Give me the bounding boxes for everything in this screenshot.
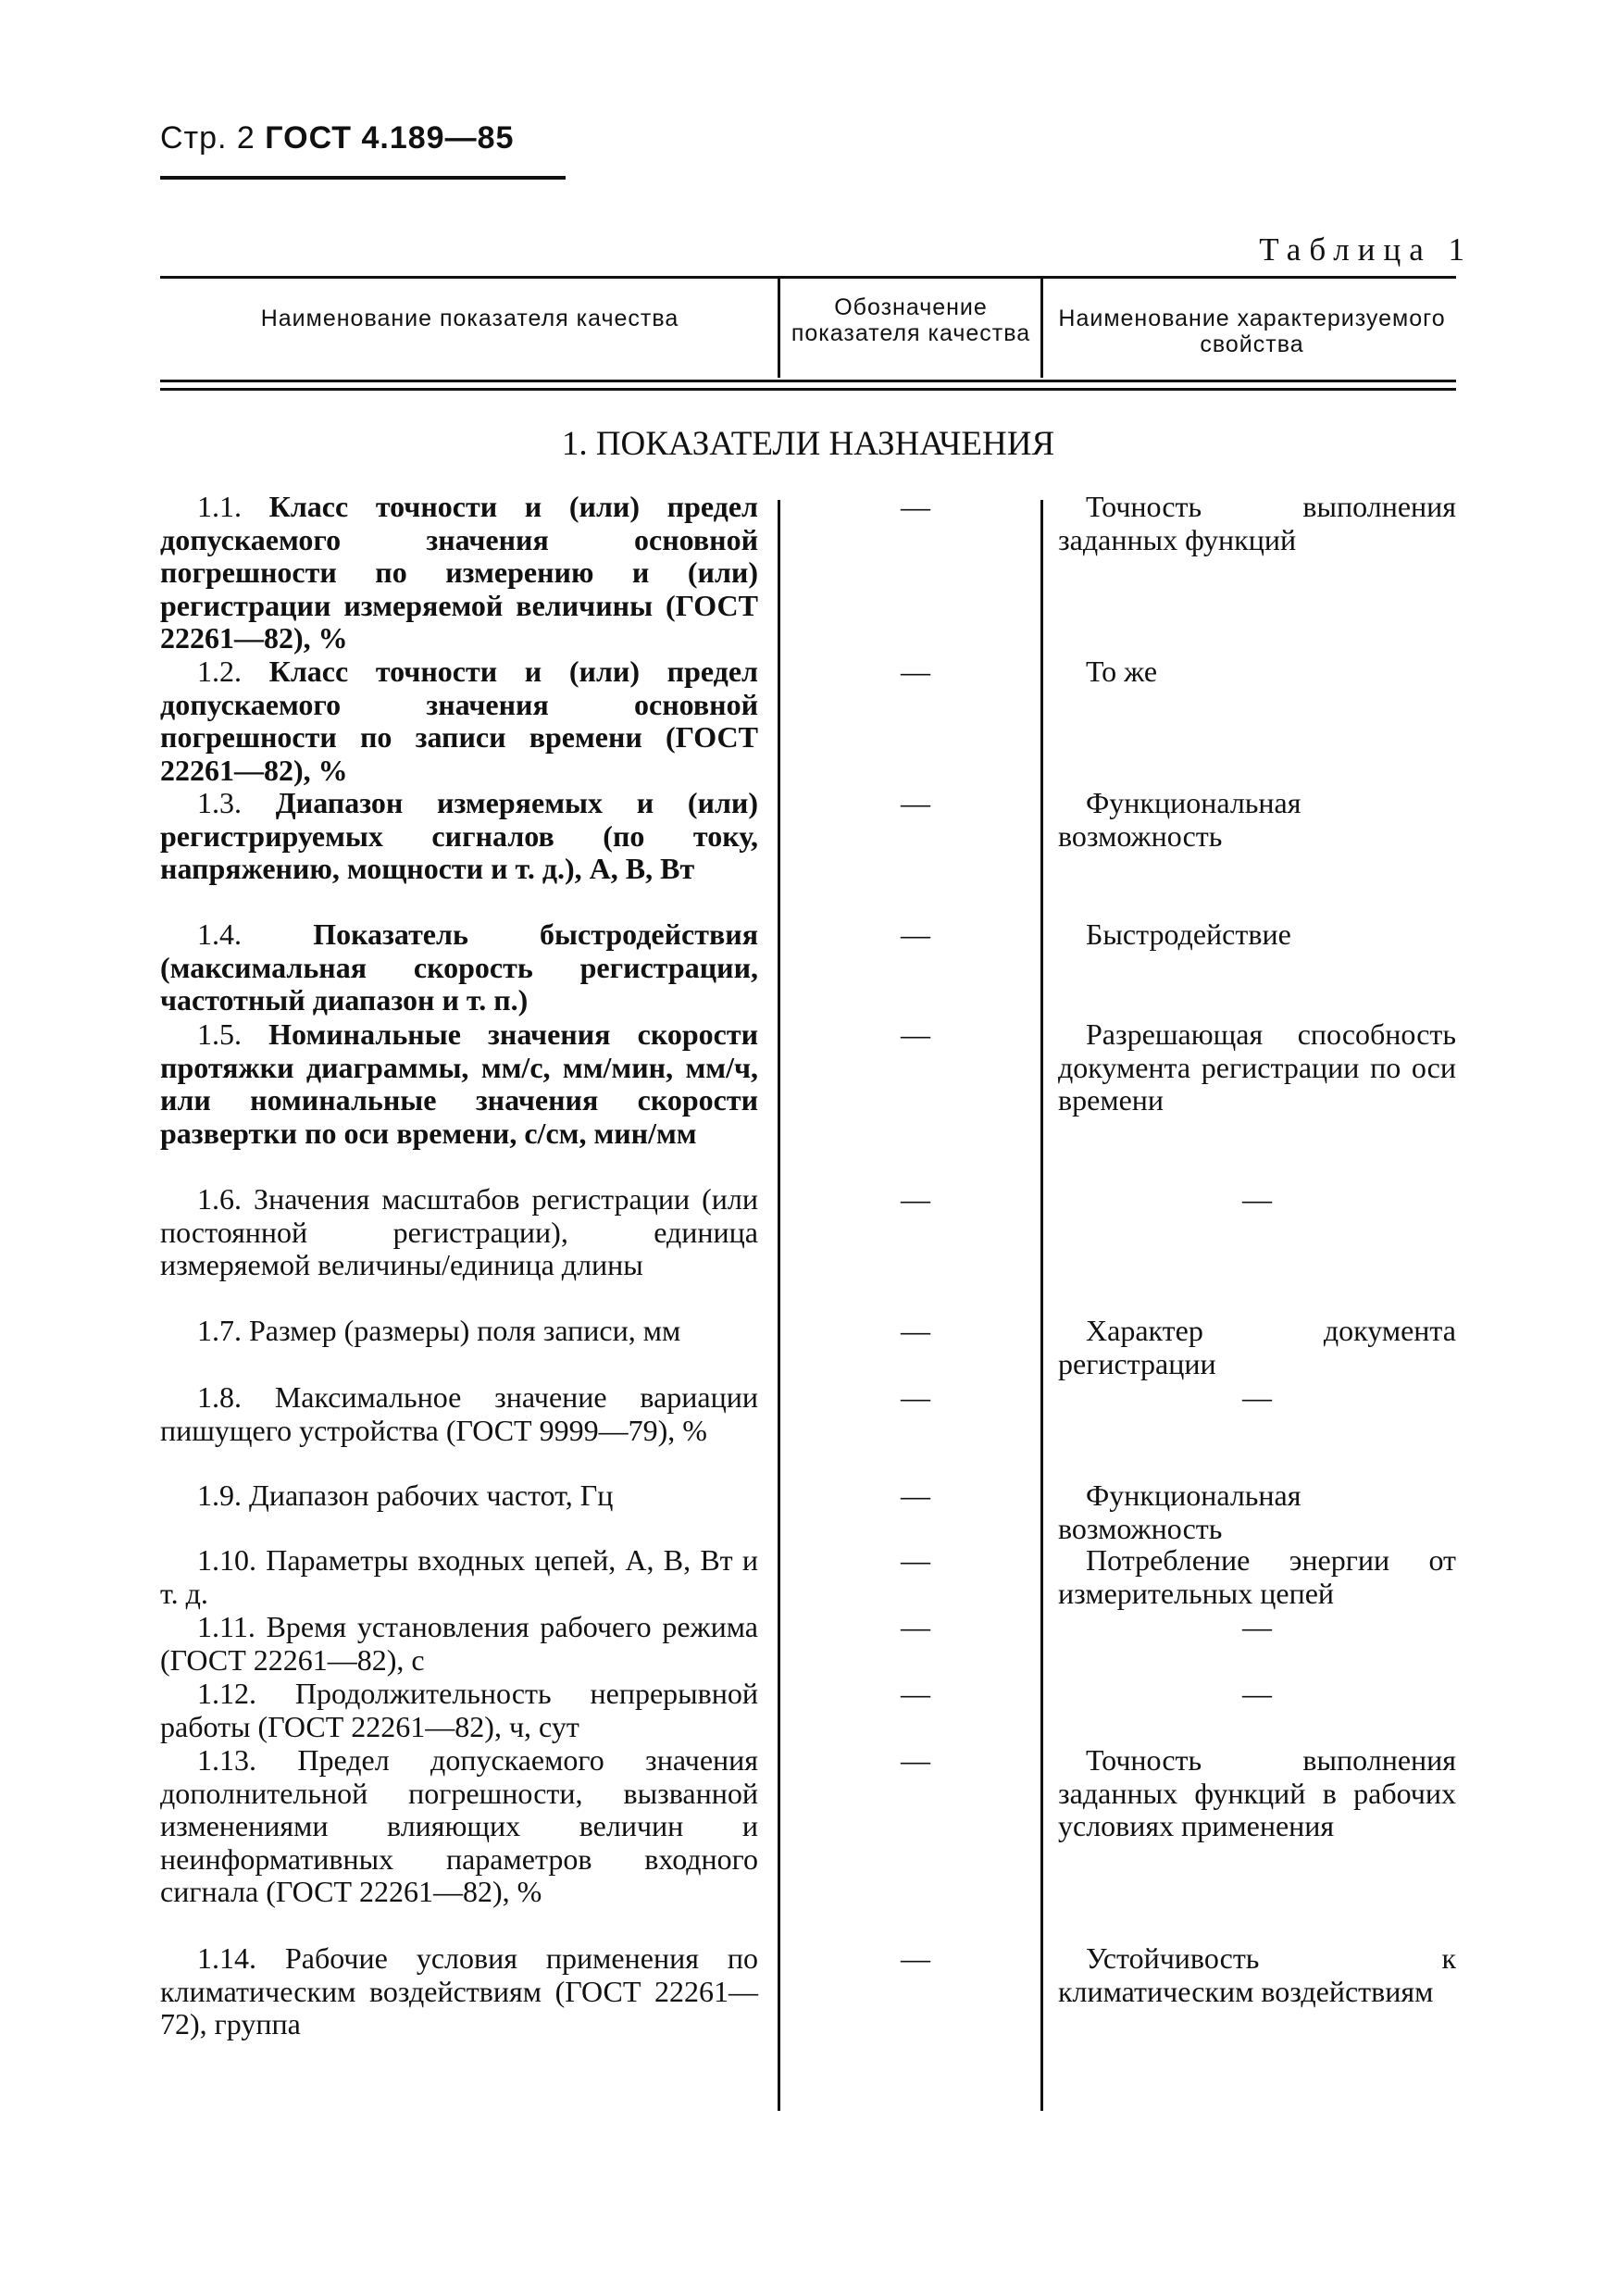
header-divider-2 (1040, 278, 1043, 378)
indicator-name (160, 1678, 758, 1743)
table-top-rule (160, 276, 1456, 279)
indicator-name (160, 1381, 758, 1447)
indicator-symbol: — (901, 1017, 930, 1051)
row-name: Класс точности и (или) предел допускаемого значения основной погрешности по измерению и (или) регистрации измеряемой величины (ГОСТ 22261—82), % (160, 490, 759, 655)
indicator-name (160, 1544, 758, 1610)
indicator-symbol: — (901, 1380, 930, 1414)
page-header (160, 120, 514, 156)
indicator-name (160, 918, 758, 1017)
row-name: Номинальные значения скорости протяжки диаграммы, мм/с, мм/мин, мм/ч, или номинальные значения скорости развертки по оси времени, с/см, мин/мм (160, 1017, 759, 1150)
row-number: 1.3. (197, 786, 242, 819)
row-name: Значения масштабов регистрации (или постоянной регистрации), единица измеряемой величины/единица длины (160, 1182, 758, 1282)
indicator-symbol: — (901, 1677, 930, 1710)
row-number: 1.1. (197, 490, 242, 523)
indicator-property: Быстродействие (1086, 917, 1291, 951)
row-name: Класс точности и (или) предел допускаемого значения основной погрешности по записи времени (ГОСТ 22261—82), % (160, 655, 759, 787)
indicator-property: — (1242, 1677, 1272, 1710)
indicator-property: — (1242, 1182, 1272, 1216)
indicator-name (160, 1479, 758, 1513)
indicator-symbol: — (901, 1543, 930, 1577)
indicator-property: Разрешающая способность документа регистрации по оси времени (1058, 1017, 1456, 1117)
header-rule (160, 176, 566, 180)
column-header-symbol: Обозначение показателя качества (791, 294, 1031, 346)
indicator-property: — (1242, 1380, 1272, 1414)
indicator-symbol: — (901, 917, 930, 951)
row-number: 1.11. (197, 1610, 255, 1643)
body-divider-2 (1040, 500, 1043, 2111)
indicator-name (160, 655, 758, 787)
row-number: 1.10. (197, 1543, 256, 1577)
row-number: 1.9. (197, 1479, 242, 1512)
row-name: Рабочие условия применения по климатическим воздействиям (ГОСТ 22261—72), группа (160, 1941, 758, 2041)
indicator-name (160, 1018, 758, 1150)
indicator-property: Функциональная возможность (1058, 786, 1301, 853)
indicator-property: — (1242, 1610, 1272, 1643)
body-divider-1 (778, 500, 780, 2111)
table-label: Таблица 1 (1259, 231, 1473, 268)
indicator-property: То же (1086, 655, 1158, 688)
indicator-symbol: — (901, 655, 930, 688)
indicator-symbol: — (901, 1314, 930, 1347)
indicator-property: Точность выполнения заданных функций в рабочих условиях применения (1058, 1743, 1456, 1843)
row-name: Предел допускаемого значения дополнительной погрешности, вызванной изменениями влияющих величин и неинформативных параметров входного сигнала (ГОСТ 22261—82), % (160, 1743, 759, 1909)
indicator-symbol: — (901, 1610, 930, 1643)
column-header-name: Наименование показателя качества (260, 306, 679, 331)
indicator-name (160, 1611, 758, 1677)
indicator-property: Точность выполнения заданных функций (1058, 490, 1456, 556)
page-number: Стр. 2 (160, 120, 255, 156)
indicator-property: Устойчивость к климатическим воздействиям (1058, 1941, 1456, 2008)
row-number: 1.7. (197, 1314, 242, 1347)
row-number: 1.14. (197, 1941, 256, 1975)
indicator-symbol: — (901, 1941, 930, 1975)
indicator-property: Потребление энергии от измерительных цепей (1058, 1543, 1456, 1610)
row-number: 1.2. (197, 655, 242, 688)
standard-number: ГОСТ 4.189—85 (265, 120, 515, 156)
header-divider-1 (778, 278, 780, 378)
column-header-property: Наименование характеризуемого свойства (1058, 306, 1446, 357)
indicator-symbol: — (901, 786, 930, 819)
row-name: Размер (размеры) поля записи, мм (249, 1314, 681, 1347)
indicator-name (160, 1315, 758, 1348)
indicator-symbol: — (901, 1182, 930, 1216)
indicator-name (160, 1942, 758, 2041)
row-number: 1.8. (197, 1380, 242, 1414)
header-double-rule-2 (160, 388, 1456, 391)
row-name: Максимальное значение вариации пишущего устройства (ГОСТ 9999—79), % (160, 1380, 758, 1447)
row-name: Время установления рабочего режима (ГОСТ 22261—82), с (160, 1610, 759, 1677)
indicator-name (160, 491, 758, 655)
row-name: Параметры входных цепей, А, В, Вт и т. д. (160, 1543, 759, 1610)
header-double-rule-1 (160, 380, 1456, 382)
indicator-property: Функциональная возможность (1058, 1479, 1301, 1545)
row-number: 1.13. (197, 1743, 256, 1777)
row-name: Диапазон измеряемых и (или) регистрируемых сигналов (по току, напряжению, мощности и т. д.), А, В, Вт (160, 786, 759, 886)
row-name: Диапазон рабочих частот, Гц (249, 1479, 614, 1512)
row-number: 1.12. (197, 1677, 256, 1710)
section-title: 1. ПОКАЗАТЕЛИ НАЗНАЧЕНИЯ (561, 425, 1055, 463)
row-number: 1.5. (197, 1017, 242, 1051)
indicator-property: Характер документа регистрации (1058, 1314, 1456, 1380)
row-number: 1.6. (197, 1182, 242, 1216)
row-name: Продолжительность непрерывной работы (ГОСТ 22261—82), ч, сут (160, 1677, 758, 1743)
indicator-symbol: — (901, 1743, 930, 1777)
indicator-symbol: — (901, 490, 930, 523)
row-number: 1.4. (197, 917, 242, 951)
indicator-name (160, 1744, 758, 1909)
indicator-name (160, 787, 758, 886)
indicator-symbol: — (901, 1479, 930, 1512)
indicator-name (160, 1183, 758, 1282)
row-name: Показатель быстродействия (максимальная скорость регистрации, частотный диапазон и т. п.) (160, 917, 758, 1017)
